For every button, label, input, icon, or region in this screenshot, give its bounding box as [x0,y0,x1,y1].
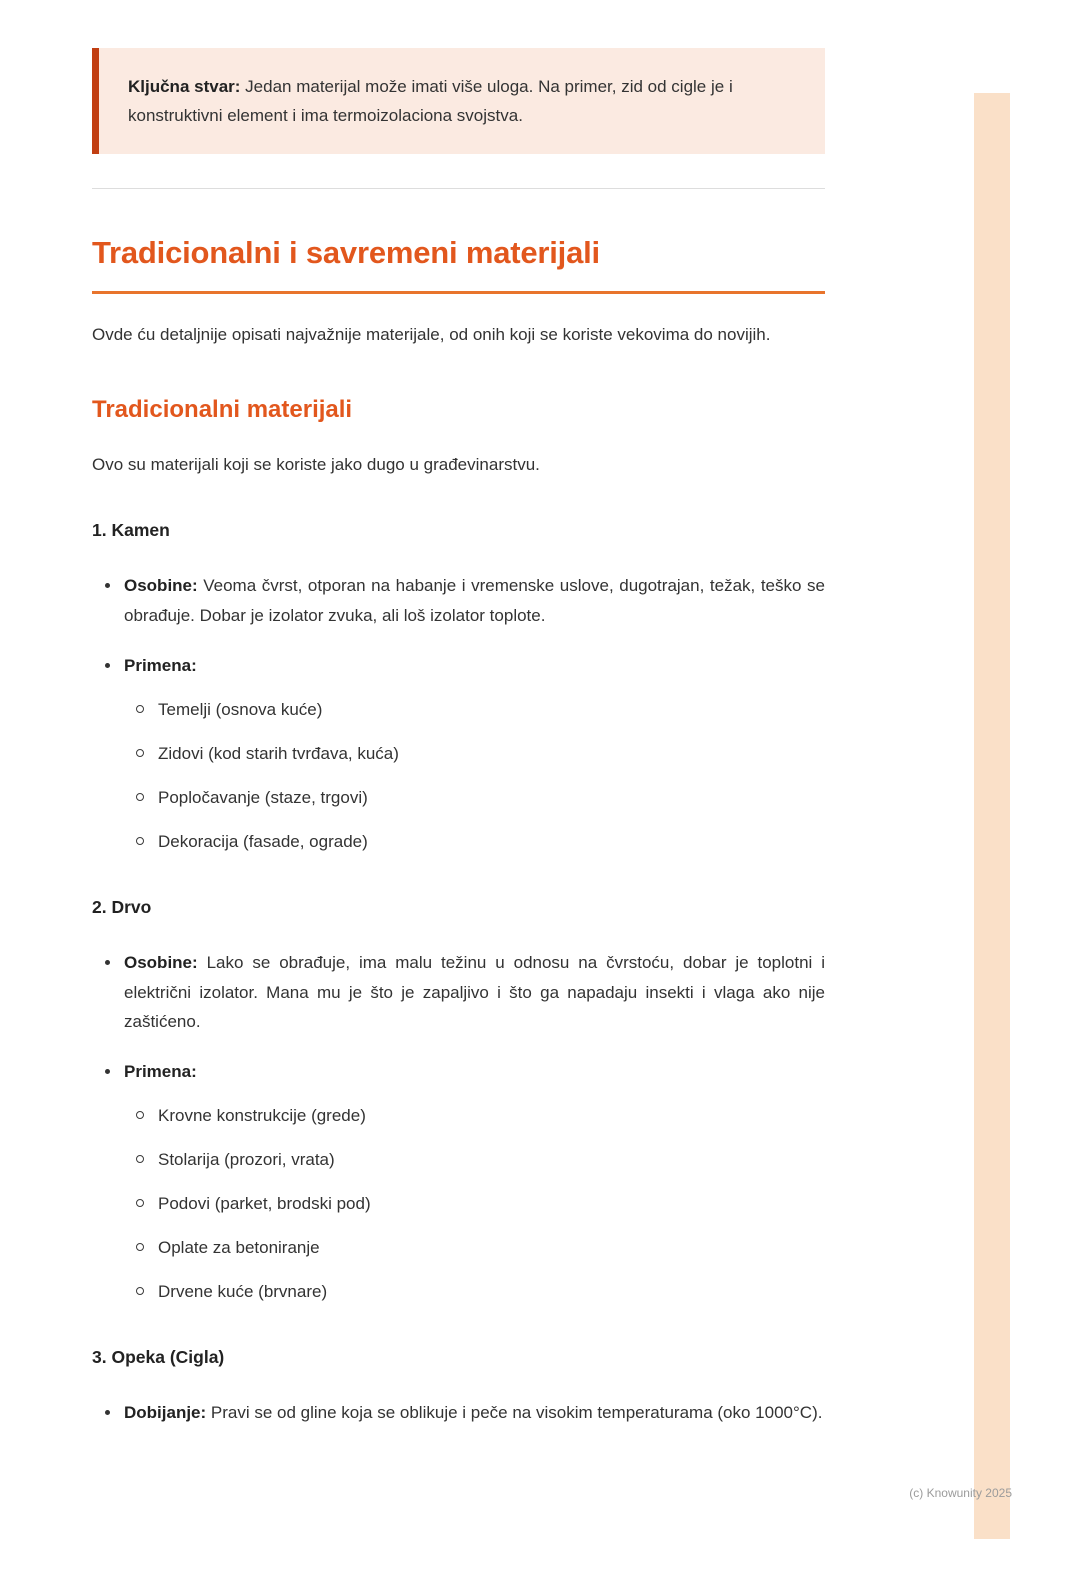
bullet-paragraph [124,1057,825,1087]
bullet-label: Osobine: [124,576,198,596]
bullet-text: Pravi se od gline koja se oblikuje i peče na visokim temperaturama (oko 1000°C). [210,1402,823,1422]
sub-bullet-item: Dekoracija (fasade, ograde) [124,827,825,857]
bullet-list [92,1398,825,1428]
material-section-drvo [92,897,825,1307]
callout-label: Ključna stvar: [128,77,241,96]
material-section-kamen [92,520,825,856]
bullet-text: Veoma čvrst, otporan na habanje i vremenske uslove, dugotrajan, težak, teško se obrađuje. Dobar je izolator zvuka, ali loš izolator toplote. [124,576,825,626]
bullet-paragraph [124,571,825,631]
bullet-label: Primena: [124,1062,197,1082]
bullet-item [92,651,825,857]
bullet-item [92,1398,825,1428]
page-edge-strip [974,93,1010,1539]
sub-bullet-item: Zidovi (kod starih tvrđava, kuća) [124,739,825,769]
sub-bullet-item: Temelji (osnova kuće) [124,695,825,725]
bullet-label: Primena: [124,656,197,676]
material-title: 1. Kamen [92,520,170,541]
bullet-item [92,1057,825,1306]
sub-bullet-item: Oplate za betoniranje [124,1233,825,1263]
intro-paragraph: Ovde ću detaljnije opisati najvažnije materijale, od onih koji se koriste vekovima do novijih. [92,325,771,345]
section-divider [92,188,825,189]
sub-bullet-item: Stolarija (prozori, vrata) [124,1145,825,1175]
subsection-intro: Ovo su materijali koji se koriste jako dugo u građevinarstvu. [92,455,540,475]
key-point-callout [92,48,825,154]
material-section-opeka [92,1347,825,1428]
sub-bullet-item: Krovne konstrukcije (grede) [124,1101,825,1131]
bullet-label: Dobijanje: [124,1402,207,1422]
bullet-item [92,571,825,631]
subsection-title: Tradicionalni materijali [92,396,353,424]
sub-bullet-item: Drvene kuće (brvnare) [124,1277,825,1307]
callout-text: Jedan materijal može imati više uloga. Na primer, zid od cigle je i konstruktivni element i ima termoizolaciona svojstva. [128,77,733,126]
sub-bullet-list [124,695,825,857]
copyright-notice: (c) Knowunity 2025 [909,1486,1012,1500]
sub-bullet-item: Podovi (parket, brodski pod) [124,1189,825,1219]
bullet-paragraph [124,651,825,681]
callout-paragraph [128,72,795,130]
bullet-paragraph [124,948,825,1038]
page-title: Tradicionalni i savremeni materijali [92,235,825,294]
material-title: 3. Opeka (Cigla) [92,1346,225,1367]
bullet-item [92,948,825,1038]
bullet-list [92,571,825,856]
bullet-label: Osobine: [124,952,198,972]
bullet-list [92,948,825,1307]
material-title: 2. Drvo [92,896,152,917]
sub-bullet-item: Popločavanje (staze, trgovi) [124,783,825,813]
bullet-paragraph [124,1398,825,1428]
sub-bullet-list [124,1101,825,1307]
document-page [92,48,825,1428]
bullet-text: Lako se obrađuje, ima malu težinu u odnosu na čvrstoću, dobar je toplotni i električni izolator. Mana mu je što je zapaljivo i što ga napadaju insekti i vlaga ako nije zaštićeno. [124,952,825,1032]
